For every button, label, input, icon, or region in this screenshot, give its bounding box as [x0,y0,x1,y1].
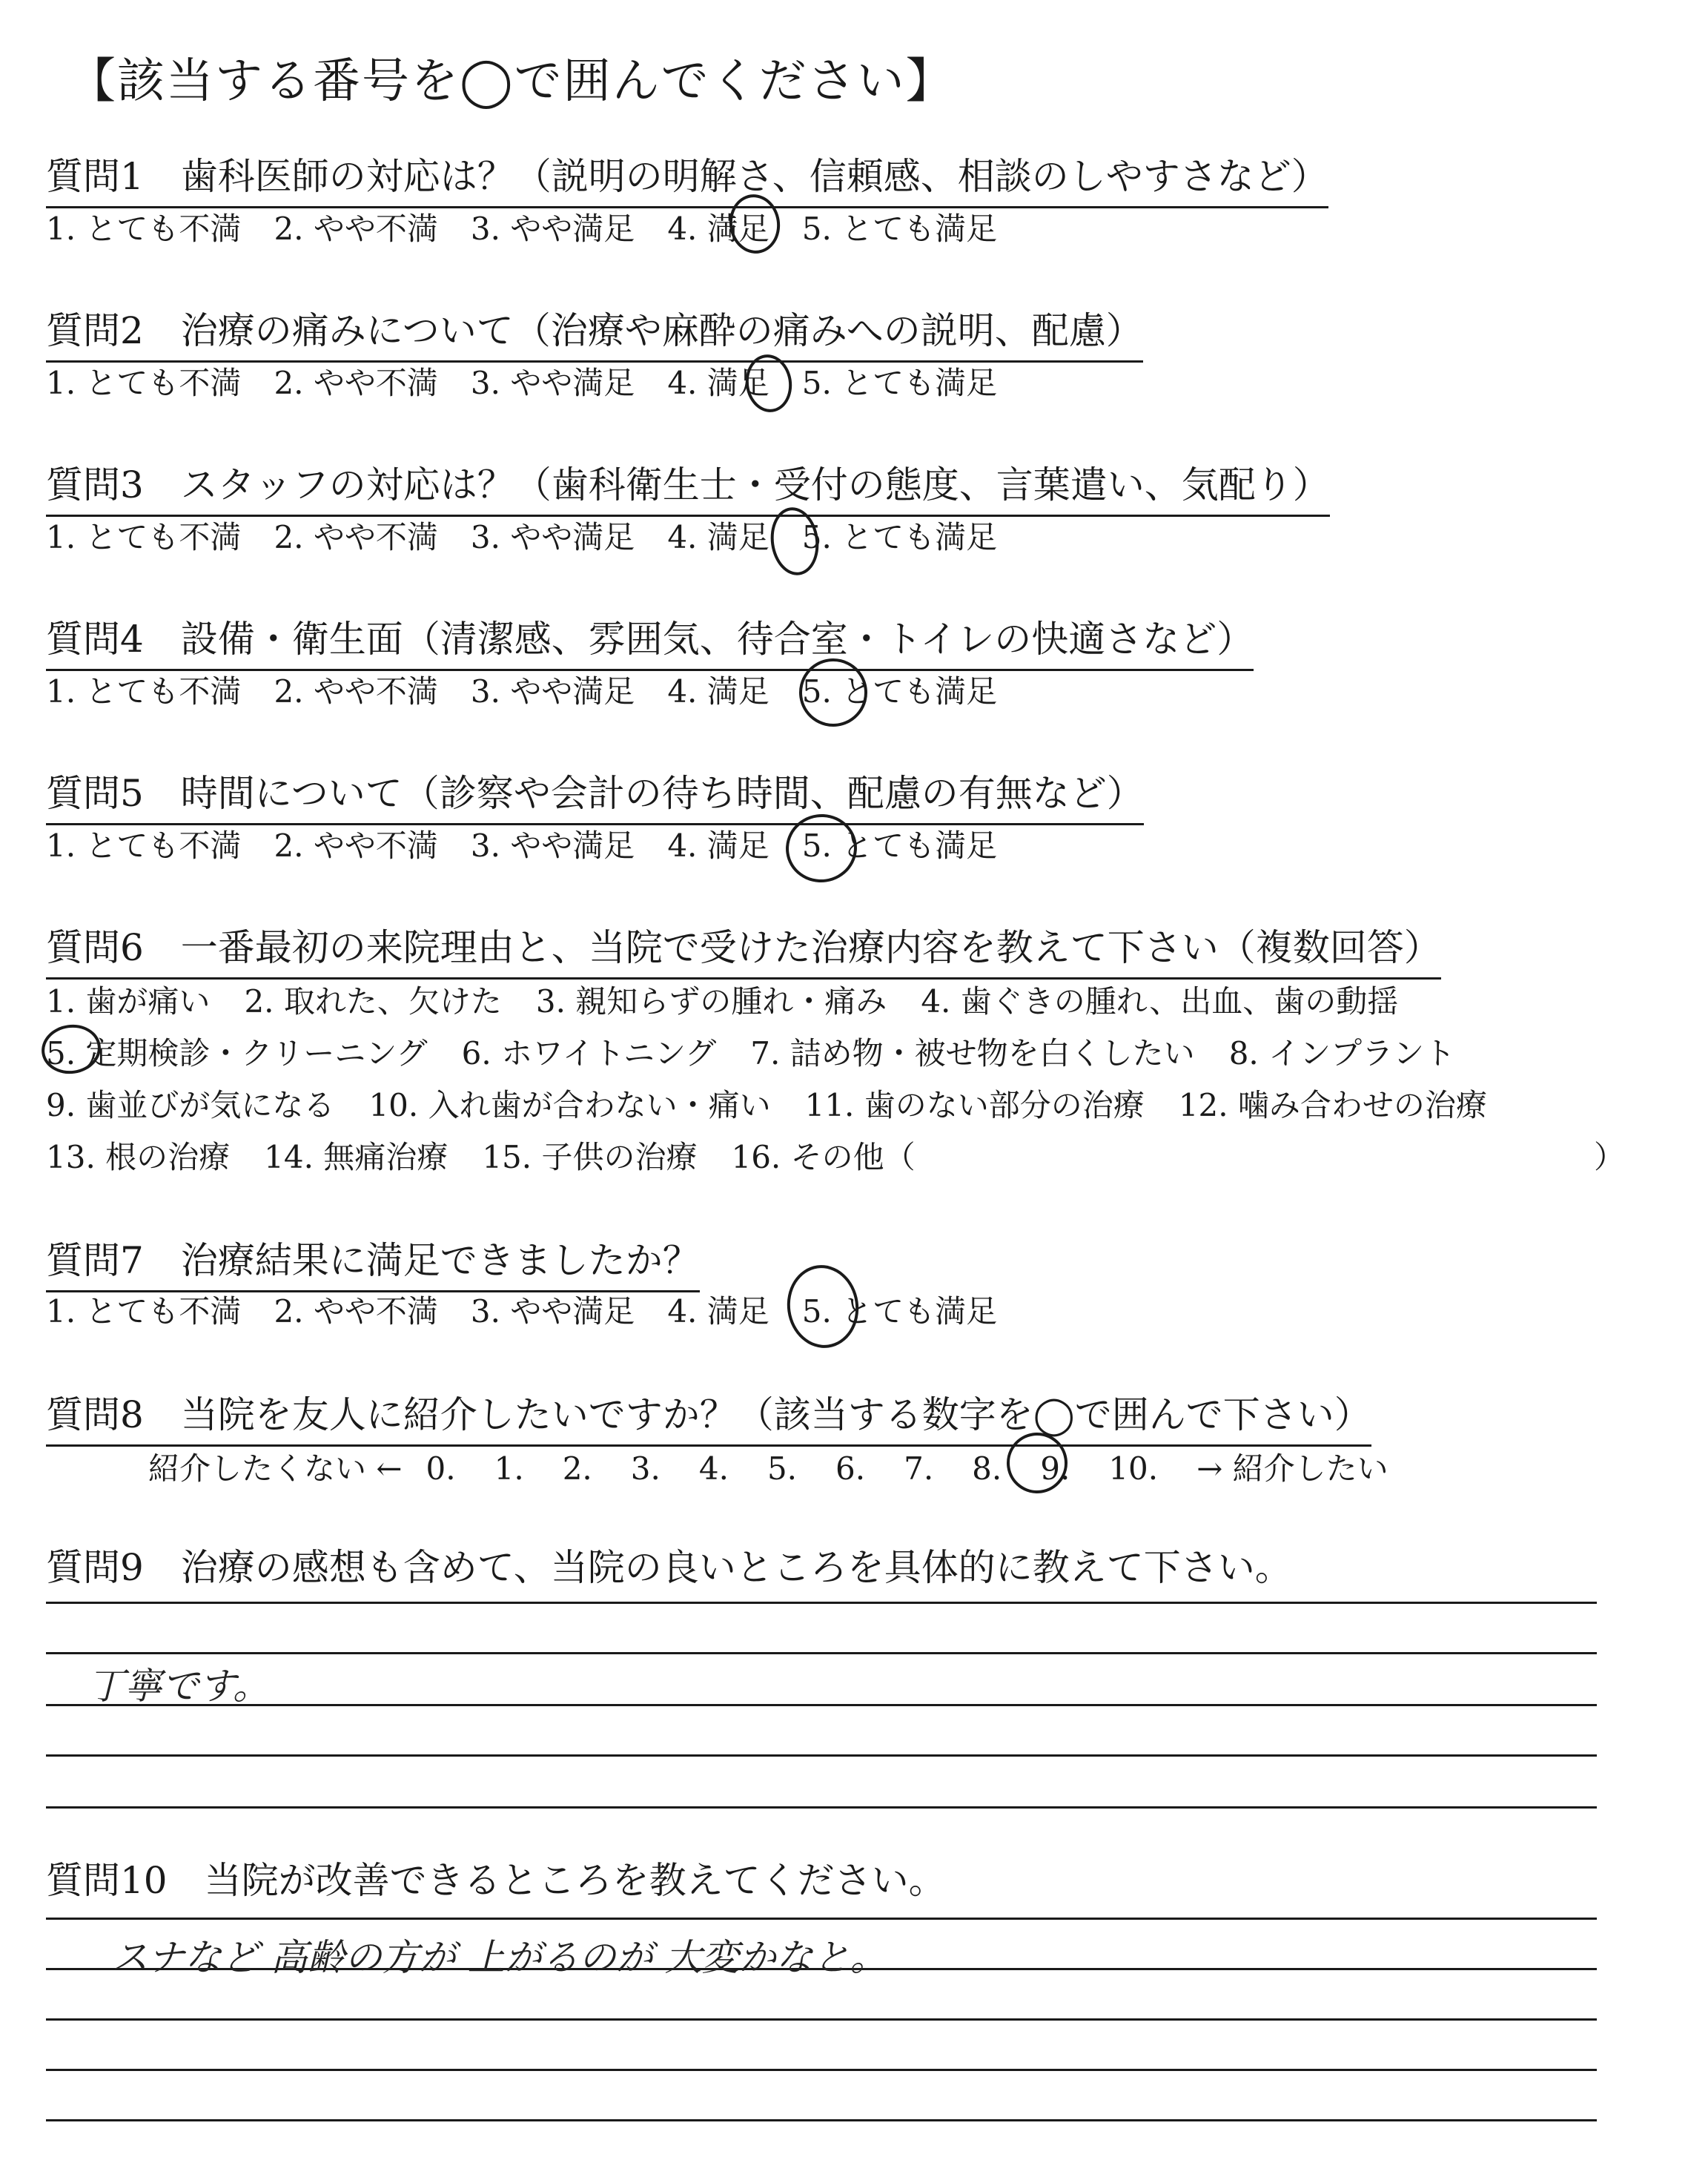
q8-scale [148,1444,1412,1489]
q8-left-label: 紹介したくない ← [148,1450,403,1487]
q10-title: 質問10 当院が改善できるところを教えてください。 [46,1859,946,1902]
q7-option-5[interactable]: 5. とても満足 [801,1293,998,1330]
q3-options [46,513,997,558]
q6-option-12[interactable]: 12. 噛み合わせの治療 [1178,1087,1487,1123]
q1-option-5[interactable]: 5. とても満足 [801,211,998,247]
q7-option-1[interactable]: 1. とても不満 [46,1293,242,1330]
q6-other-close-paren: ） [1594,1139,1626,1175]
q6-options-row-1 [46,977,1398,1022]
q4-option-4[interactable]: 4. 満足 [667,673,769,710]
q5-option-3[interactable]: 3. やや満足 [470,828,635,864]
q6-option-8[interactable]: 8. インプラント [1228,1035,1456,1071]
q2-option-2[interactable]: 2. やや不満 [274,365,438,401]
instruction-heading: 【該当する番号を◯で囲んでください】 [68,54,955,109]
q6-option-9[interactable]: 9. 歯並びが気になる [46,1087,335,1123]
q7-option-4[interactable]: 4. 満足 [667,1293,769,1330]
q3-option-4[interactable]: 4. 満足 [667,519,769,555]
q1-option-4[interactable]: 4. 満足 [667,211,769,247]
q9-answer-line-1 [46,1602,1597,1604]
q8-number-7[interactable]: 7. [904,1450,934,1487]
q8-number-3[interactable]: 3. [630,1450,661,1487]
q6-option-13[interactable]: 13. 根の治療 [46,1139,231,1175]
q7-title: 質問7 治療結果に満足できましたか？ [46,1231,700,1292]
q9-title: 質問9 治療の感想も含めて、当院の良いところを具体的に教えて下さい。 [46,1546,1292,1589]
q7-option-3[interactable]: 3. やや満足 [470,1293,635,1330]
q6-option-16[interactable]: 16. その他（ [731,1139,916,1175]
q6-options-row-4 [46,1133,916,1178]
q6-option-7[interactable]: 7. 詰め物・被せ物を白くしたい [750,1035,1195,1071]
q8-number-5[interactable]: 5. [767,1450,798,1487]
q1-option-3[interactable]: 3. やや満足 [470,211,635,247]
q5-option-1[interactable]: 1. とても不満 [46,828,242,864]
q6-option-14[interactable]: 14. 無痛治療 [264,1139,448,1175]
q5-option-2[interactable]: 2. やや不満 [274,828,438,864]
q8-number-2[interactable]: 2. [562,1450,592,1487]
q6-option-15[interactable]: 15. 子供の治療 [482,1139,698,1175]
q2-option-4[interactable]: 4. 満足 [667,365,769,401]
q6-options-row-2 [46,1029,1455,1074]
q8-number-10[interactable]: 10. [1108,1450,1159,1487]
q3-option-5[interactable]: 5. とても満足 [801,519,998,555]
q4-option-3[interactable]: 3. やや満足 [470,673,635,710]
q1-title: 質問1 歯科医師の対応は？（説明の明解さ、信頼感、相談のしやすさなど） [46,147,1328,208]
q10-answer-line-1 [46,1918,1597,1920]
q6-option-2[interactable]: 2. 取れた、欠けた [244,983,502,1020]
q6-options-row-3 [46,1081,1487,1126]
q8-number-9[interactable]: 9. [1040,1450,1070,1487]
q9-answer-line-2 [46,1652,1597,1654]
q6-option-1[interactable]: 1. 歯が痛い [46,983,211,1020]
q9-handwritten-answer[interactable]: 丁寧です。 [87,1665,270,1708]
q7-option-2[interactable]: 2. やや不満 [274,1293,438,1330]
q6-option-10[interactable]: 10. 入れ歯が合わない・痛い [368,1087,771,1123]
q4-option-1[interactable]: 1. とても不満 [46,673,242,710]
q8-number-6[interactable]: 6. [835,1450,866,1487]
q2-option-3[interactable]: 3. やや満足 [470,365,635,401]
q8-title: 質問8 当院を友人に紹介したいですか？（該当する数字を◯で囲んで下さい） [46,1385,1371,1447]
q5-option-4[interactable]: 4. 満足 [667,828,769,864]
q6-option-11[interactable]: 11. 歯のない部分の治療 [804,1087,1145,1123]
q6-option-6[interactable]: 6. ホワイトニング [461,1035,717,1071]
q10-answer-line-3 [46,2018,1597,2021]
q5-title: 質問5 時間について（診察や会計の待ち時間、配慮の有無など） [46,764,1144,825]
q8-number-1[interactable]: 1. [494,1450,524,1487]
q8-number-0[interactable]: 0. [426,1450,456,1487]
q2-options [46,359,997,403]
q3-option-1[interactable]: 1. とても不満 [46,519,242,555]
q2-option-1[interactable]: 1. とても不満 [46,365,242,401]
q9-answer-line-3 [46,1704,1597,1706]
q6-title: 質問6 一番最初の来院理由と、当院で受けた治療内容を教えて下さい（複数回答） [46,918,1441,980]
q9-answer-line-4 [46,1754,1597,1757]
q6-option-3[interactable]: 3. 親知らずの腫れ・痛み [535,983,887,1020]
q8-number-4[interactable]: 4. [698,1450,729,1487]
q1-options [46,205,997,249]
q3-title: 質問3 スタッフの対応は？（歯科衛生士・受付の態度、言葉遣い、気配り） [46,455,1330,517]
q10-answer-line-5 [46,2119,1597,2121]
q2-title: 質問2 治療の痛みについて（治療や麻酔の痛みへの説明、配慮） [46,301,1143,363]
q3-option-3[interactable]: 3. やや満足 [470,519,635,555]
q10-answer-line-4 [46,2069,1597,2071]
q4-option-5[interactable]: 5. とても満足 [801,673,998,710]
q5-option-5[interactable]: 5. とても満足 [801,828,998,864]
q9-answer-line-5 [46,1806,1597,1809]
q6-option-5[interactable]: 5. 定期検診・クリーニング [46,1035,428,1071]
q1-option-1[interactable]: 1. とても不満 [46,211,242,247]
q8-number-8[interactable]: 8. [972,1450,1002,1487]
q6-option-4[interactable]: 4. 歯ぐきの腫れ、出血、歯の動揺 [921,983,1399,1020]
q10-handwritten-answer[interactable]: スナなど 高齢の方が 上がるのが 大変かなと。 [111,1936,887,1979]
q1-option-2[interactable]: 2. やや不満 [274,211,438,247]
q4-option-2[interactable]: 2. やや不満 [274,673,438,710]
q8-right-label: → 紹介したい [1196,1450,1388,1487]
q2-option-5[interactable]: 5. とても満足 [801,365,998,401]
q7-selection-circle [782,1261,864,1353]
q3-option-2[interactable]: 2. やや不満 [274,519,438,555]
q4-title: 質問4 設備・衛生面（清潔感、雰囲気、待合室・トイレの快適さなど） [46,610,1254,671]
